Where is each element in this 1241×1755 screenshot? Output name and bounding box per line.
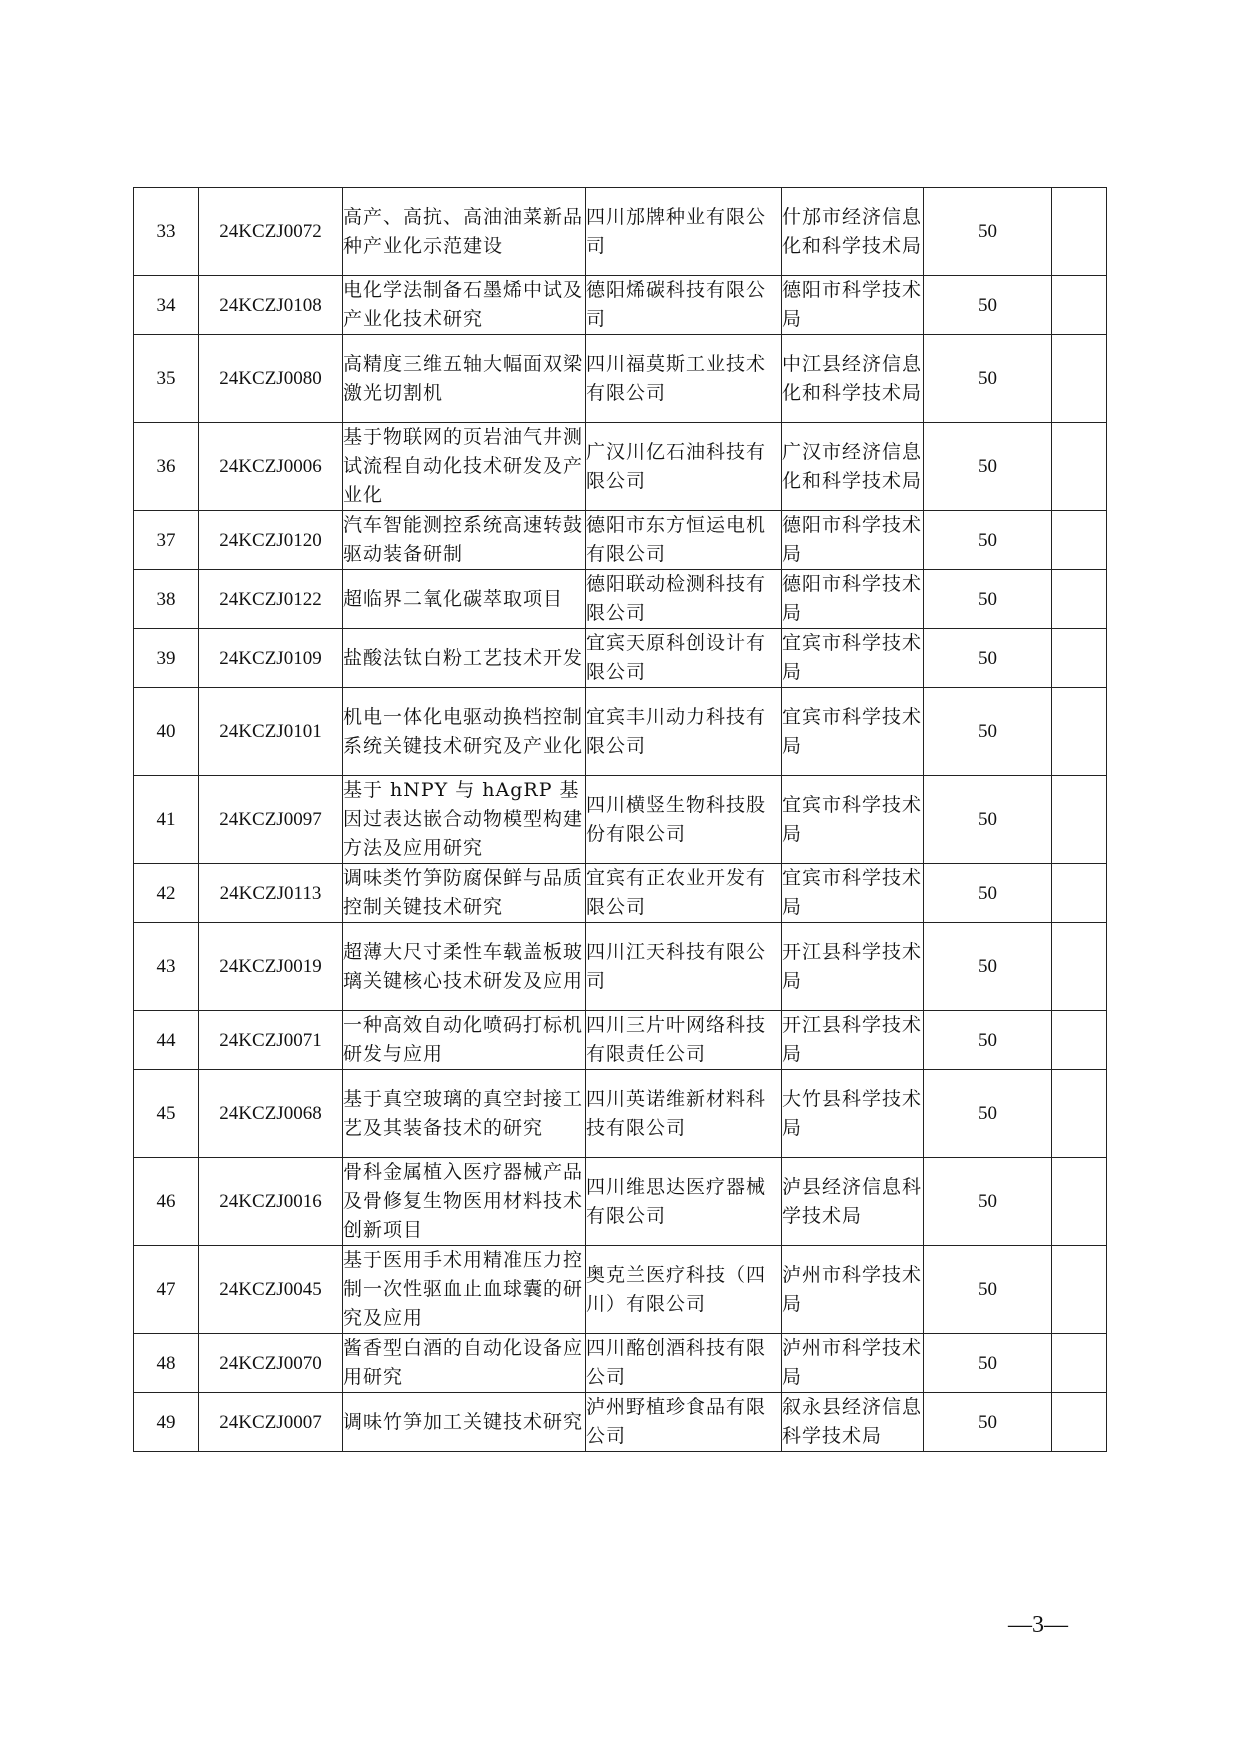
company-name: 四川横竖生物科技股份有限公司 — [586, 776, 782, 864]
company-name: 奥克兰医疗科技（四川）有限公司 — [586, 1246, 782, 1334]
company-name: 泸州野植珍食品有限公司 — [586, 1393, 782, 1452]
funding-amount: 50 — [924, 570, 1052, 629]
department-name: 什邡市经济信息化和科学技术局 — [782, 188, 924, 276]
row-number: 35 — [134, 335, 199, 423]
company-name: 四川邡牌种业有限公司 — [586, 188, 782, 276]
project-code: 24KCZJ0045 — [199, 1246, 343, 1334]
funding-amount: 50 — [924, 864, 1052, 923]
project-name: 超薄大尺寸柔性车载盖板玻璃关键核心技术研发及应用 — [343, 923, 586, 1011]
table-row — [134, 923, 1107, 1011]
project-name: 机电一体化电驱动换档控制系统关键技术研究及产业化 — [343, 688, 586, 776]
department-name: 泸州市科学技术局 — [782, 1334, 924, 1393]
table-row — [134, 629, 1107, 688]
table-row — [134, 335, 1107, 423]
row-number: 39 — [134, 629, 199, 688]
note-cell — [1052, 1070, 1107, 1158]
row-number: 43 — [134, 923, 199, 1011]
project-name: 汽车智能测控系统高速转鼓驱动装备研制 — [343, 511, 586, 570]
note-cell — [1052, 188, 1107, 276]
funding-amount: 50 — [924, 1334, 1052, 1393]
note-cell — [1052, 1334, 1107, 1393]
department-name: 德阳市科学技术局 — [782, 570, 924, 629]
note-cell — [1052, 570, 1107, 629]
project-name: 调味类竹笋防腐保鲜与品质控制关键技术研究 — [343, 864, 586, 923]
project-name: 基于真空玻璃的真空封接工艺及其装备技术的研究 — [343, 1070, 586, 1158]
project-code: 24KCZJ0007 — [199, 1393, 343, 1452]
project-code: 24KCZJ0113 — [199, 864, 343, 923]
project-code: 24KCZJ0097 — [199, 776, 343, 864]
company-name: 四川酩创酒科技有限公司 — [586, 1334, 782, 1393]
project-name: 盐酸法钛白粉工艺技术开发 — [343, 629, 586, 688]
company-name: 广汉川亿石油科技有限公司 — [586, 423, 782, 511]
company-name: 四川维思达医疗器械有限公司 — [586, 1158, 782, 1246]
note-cell — [1052, 864, 1107, 923]
row-number: 49 — [134, 1393, 199, 1452]
company-name: 四川福莫斯工业技术有限公司 — [586, 335, 782, 423]
row-number: 37 — [134, 511, 199, 570]
department-name: 泸州市科学技术局 — [782, 1246, 924, 1334]
table-row — [134, 864, 1107, 923]
funding-amount: 50 — [924, 511, 1052, 570]
project-code: 24KCZJ0080 — [199, 335, 343, 423]
department-name: 中江县经济信息化和科学技术局 — [782, 335, 924, 423]
table-row — [134, 511, 1107, 570]
table-row — [134, 423, 1107, 511]
table-row — [134, 1158, 1107, 1246]
department-name: 宜宾市科学技术局 — [782, 776, 924, 864]
project-code: 24KCZJ0109 — [199, 629, 343, 688]
company-name: 四川三片叶网络科技有限责任公司 — [586, 1011, 782, 1070]
project-name: 基于物联网的页岩油气井测试流程自动化技术研发及产业化 — [343, 423, 586, 511]
funding-amount: 50 — [924, 688, 1052, 776]
note-cell — [1052, 1393, 1107, 1452]
note-cell — [1052, 276, 1107, 335]
department-name: 德阳市科学技术局 — [782, 511, 924, 570]
row-number: 38 — [134, 570, 199, 629]
project-name: 高精度三维五轴大幅面双梁激光切割机 — [343, 335, 586, 423]
project-code: 24KCZJ0006 — [199, 423, 343, 511]
project-name: 调味竹笋加工关键技术研究 — [343, 1393, 586, 1452]
table-row — [134, 1011, 1107, 1070]
project-table — [133, 187, 1107, 1452]
company-name: 德阳烯碳科技有限公司 — [586, 276, 782, 335]
company-name: 宜宾有正农业开发有限公司 — [586, 864, 782, 923]
project-code: 24KCZJ0101 — [199, 688, 343, 776]
project-code: 24KCZJ0071 — [199, 1011, 343, 1070]
company-name: 德阳市东方恒运电机有限公司 — [586, 511, 782, 570]
funding-amount: 50 — [924, 335, 1052, 423]
project-name: 基于医用手术用精准压力控制一次性驱血止血球囊的研究及应用 — [343, 1246, 586, 1334]
department-name: 宜宾市科学技术局 — [782, 688, 924, 776]
project-name: 一种高效自动化喷码打标机研发与应用 — [343, 1011, 586, 1070]
funding-amount: 50 — [924, 276, 1052, 335]
department-name: 叙永县经济信息科学技术局 — [782, 1393, 924, 1452]
project-name: 骨科金属植入医疗器械产品及骨修复生物医用材料技术创新项目 — [343, 1158, 586, 1246]
department-name: 大竹县科学技术局 — [782, 1070, 924, 1158]
note-cell — [1052, 1011, 1107, 1070]
funding-amount: 50 — [924, 923, 1052, 1011]
table-body — [134, 188, 1107, 1452]
table-row — [134, 276, 1107, 335]
department-name: 宜宾市科学技术局 — [782, 864, 924, 923]
table-row — [134, 570, 1107, 629]
note-cell — [1052, 688, 1107, 776]
row-number: 40 — [134, 688, 199, 776]
funding-amount: 50 — [924, 1158, 1052, 1246]
row-number: 45 — [134, 1070, 199, 1158]
note-cell — [1052, 335, 1107, 423]
row-number: 41 — [134, 776, 199, 864]
funding-amount: 50 — [924, 1011, 1052, 1070]
row-number: 33 — [134, 188, 199, 276]
row-number: 36 — [134, 423, 199, 511]
funding-amount: 50 — [924, 629, 1052, 688]
project-name: 高产、高抗、高油油菜新品种产业化示范建设 — [343, 188, 586, 276]
project-code: 24KCZJ0016 — [199, 1158, 343, 1246]
row-number: 47 — [134, 1246, 199, 1334]
project-code: 24KCZJ0068 — [199, 1070, 343, 1158]
project-code: 24KCZJ0108 — [199, 276, 343, 335]
row-number: 48 — [134, 1334, 199, 1393]
company-name: 德阳联动检测科技有限公司 — [586, 570, 782, 629]
company-name: 四川江天科技有限公司 — [586, 923, 782, 1011]
table-row — [134, 1334, 1107, 1393]
project-code: 24KCZJ0120 — [199, 511, 343, 570]
project-name: 酱香型白酒的自动化设备应用研究 — [343, 1334, 586, 1393]
department-name: 广汉市经济信息化和科学技术局 — [782, 423, 924, 511]
row-number: 42 — [134, 864, 199, 923]
note-cell — [1052, 423, 1107, 511]
row-number: 46 — [134, 1158, 199, 1246]
funding-amount: 50 — [924, 423, 1052, 511]
note-cell — [1052, 1158, 1107, 1246]
company-name: 宜宾天原科创设计有限公司 — [586, 629, 782, 688]
note-cell — [1052, 1246, 1107, 1334]
table-row — [134, 188, 1107, 276]
project-name: 超临界二氧化碳萃取项目 — [343, 570, 586, 629]
project-name: 基于 hNPY 与 hAgRP 基因过表达嵌合动物模型构建方法及应用研究 — [343, 776, 586, 864]
table-row — [134, 1246, 1107, 1334]
project-code: 24KCZJ0019 — [199, 923, 343, 1011]
funding-amount: 50 — [924, 1393, 1052, 1452]
note-cell — [1052, 776, 1107, 864]
project-code: 24KCZJ0070 — [199, 1334, 343, 1393]
project-code: 24KCZJ0072 — [199, 188, 343, 276]
company-name: 宜宾丰川动力科技有限公司 — [586, 688, 782, 776]
page-number: —3— — [1008, 1612, 1068, 1638]
row-number: 34 — [134, 276, 199, 335]
table-row — [134, 688, 1107, 776]
table-row — [134, 1393, 1107, 1452]
funding-amount: 50 — [924, 188, 1052, 276]
funding-amount: 50 — [924, 1246, 1052, 1334]
project-name: 电化学法制备石墨烯中试及产业化技术研究 — [343, 276, 586, 335]
note-cell — [1052, 511, 1107, 570]
row-number: 44 — [134, 1011, 199, 1070]
department-name: 开江县科学技术局 — [782, 923, 924, 1011]
company-name: 四川英诺维新材料科技有限公司 — [586, 1070, 782, 1158]
funding-amount: 50 — [924, 1070, 1052, 1158]
department-name: 宜宾市科学技术局 — [782, 629, 924, 688]
department-name: 德阳市科学技术局 — [782, 276, 924, 335]
table-row — [134, 1070, 1107, 1158]
note-cell — [1052, 923, 1107, 1011]
department-name: 泸县经济信息科学技术局 — [782, 1158, 924, 1246]
project-code: 24KCZJ0122 — [199, 570, 343, 629]
funding-amount: 50 — [924, 776, 1052, 864]
table-row — [134, 776, 1107, 864]
department-name: 开江县科学技术局 — [782, 1011, 924, 1070]
note-cell — [1052, 629, 1107, 688]
